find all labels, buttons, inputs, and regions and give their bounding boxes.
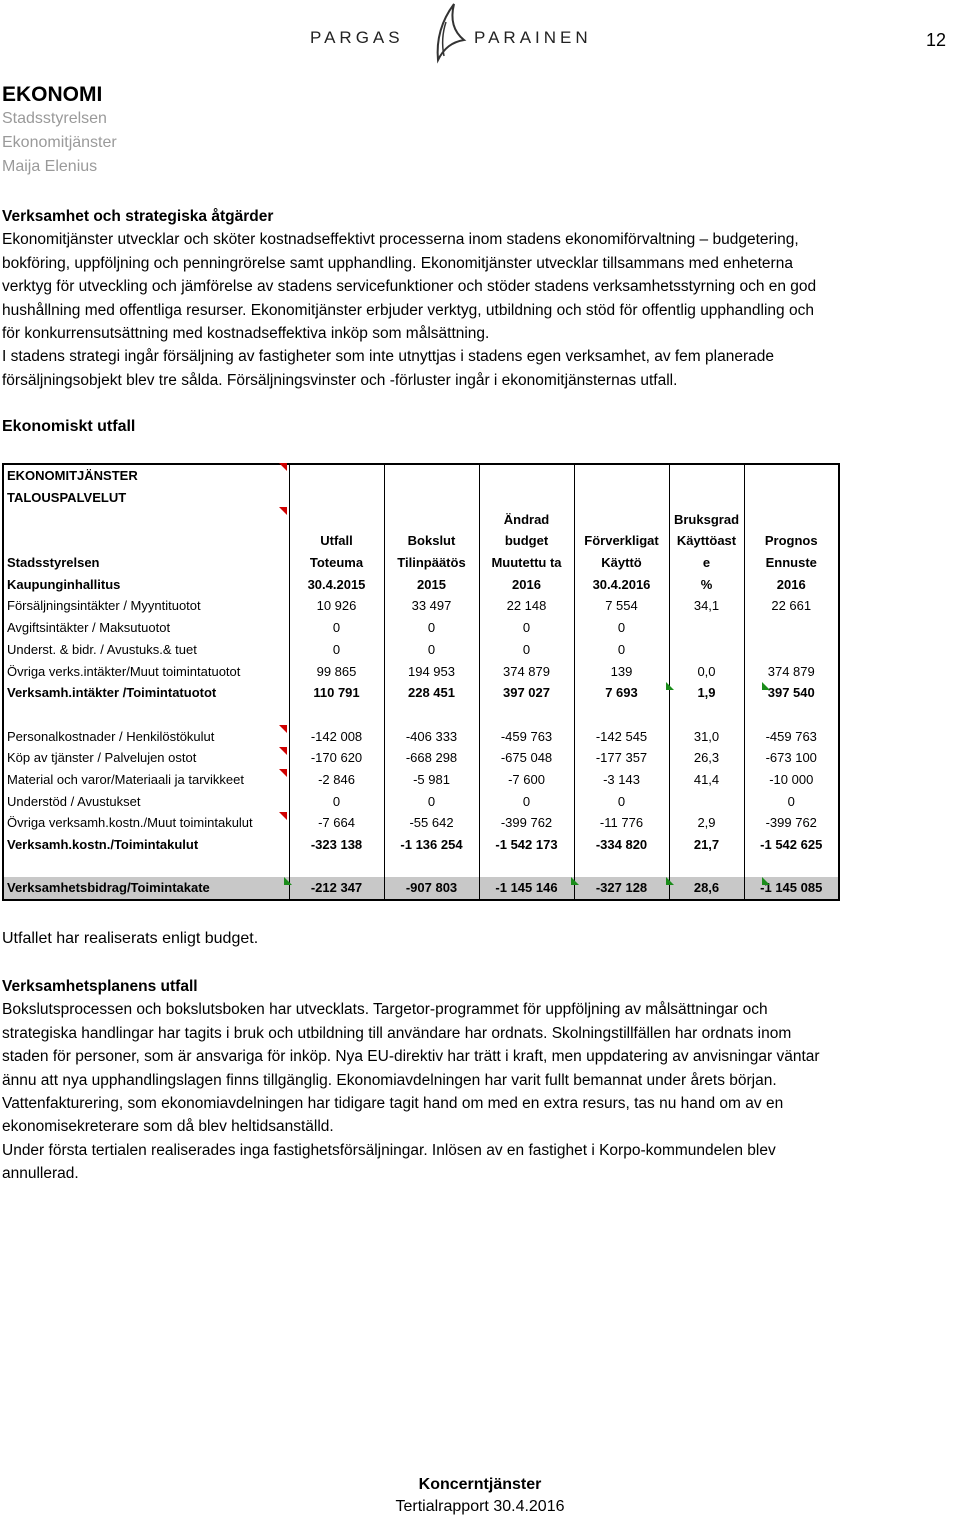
table-header-label: EKONOMITJÄNSTER — [3, 464, 289, 487]
table-row — [3, 877, 839, 900]
table-cell: 0 — [289, 639, 384, 661]
row-label: Avgiftsintäkter / Maksutuotot — [3, 617, 289, 639]
table-column-header: e — [669, 552, 744, 574]
table-column-header — [289, 464, 384, 487]
table-cell — [479, 855, 574, 877]
table-cell — [289, 704, 384, 726]
table-cell: 21,7 — [669, 834, 744, 856]
table-cell — [574, 704, 669, 726]
table-cell: -399 762 — [765, 815, 817, 831]
table-cell: -1 145 146 — [479, 877, 574, 900]
table-row — [3, 812, 839, 834]
table-cell: -3 143 — [574, 769, 669, 791]
paragraph-line: ekonomisekreterare som då blev heltidsanställd. — [2, 1118, 334, 1136]
table-cell: 28,6 — [669, 877, 744, 900]
row-label: Verksamhetsbidrag/Toimintakate — [3, 877, 289, 900]
note-marker-icon — [762, 682, 770, 690]
row-label: Övriga verks.intäkter/Muut toimintatuotot — [3, 660, 289, 682]
paragraph-line: strategiska handlingar har tagits i bruk och utbildning till användare har ordnats. Skolningstillfällen har ordnats inom — [2, 1024, 792, 1042]
table-cell: -1 542 625 — [760, 837, 823, 853]
table-column-header: 30.4.2016 — [574, 573, 669, 595]
table-cell: 0 — [479, 639, 574, 661]
table-cell: 26,3 — [669, 747, 744, 769]
table-cell — [744, 704, 839, 726]
table-cell: 22 661 — [771, 598, 812, 614]
table-column-header: Prognos — [764, 533, 818, 549]
table-cell: -1 136 254 — [384, 834, 479, 856]
table-row — [3, 790, 839, 812]
table-column-header — [744, 508, 839, 530]
note-marker-icon — [284, 877, 292, 885]
section-heading: Verksamhetsplanens utfall — [2, 978, 198, 995]
table-cell: -11 776 — [574, 812, 669, 834]
table-cell: -459 763 — [765, 728, 817, 744]
logo-text-left: PARGAS — [310, 28, 404, 47]
comment-marker-icon — [279, 507, 287, 515]
table-column-header: Toteuma — [289, 552, 384, 574]
result-note: Utfallet har realiserats enligt budget. — [2, 930, 259, 947]
table-cell: 22 148 — [479, 595, 574, 617]
table-cell: -399 762 — [479, 812, 574, 834]
note-marker-icon — [666, 877, 674, 885]
table-cell: -10 000 — [769, 771, 814, 787]
table-cell — [744, 855, 839, 877]
subtitle-department: Stadsstyrelsen — [2, 110, 107, 127]
row-label — [3, 704, 289, 726]
paragraph-line: bokföring, uppföljning och penningrörelse samt upphandling. Ekonomitjänster utvecklar tillsammans med enheterna — [2, 254, 793, 272]
table-header-label — [3, 530, 289, 552]
table-column-header — [384, 464, 479, 487]
table-header-label — [3, 508, 289, 530]
table-cell: 7 554 — [574, 595, 669, 617]
table-column-header: Bruksgrad — [669, 508, 744, 530]
row-label: Verksamh.intäkter /Toimintatuotot — [3, 682, 289, 704]
table-header-row — [3, 464, 839, 487]
section-heading-economic-result: Ekonomiskt utfall — [2, 418, 136, 435]
table-cell: 1,9 — [669, 682, 744, 704]
paragraph-line: försäljningsobjekt blev tre sålda. Försäljningsvinster och -förluster ingår i ekonomitjänsternas utfall. — [2, 371, 678, 389]
table-column-header — [384, 487, 479, 509]
paragraph-line: verktyg för utveckling och jämförelse av stadens servicefunktioner och stöder stadens verksamhetsstyrning och en god — [2, 278, 817, 296]
table-cell — [744, 617, 839, 639]
table-column-header — [669, 464, 744, 487]
table-column-header: Ändrad — [479, 508, 574, 530]
table-cell: 0 — [574, 617, 669, 639]
table-cell — [669, 790, 744, 812]
table-row — [3, 617, 839, 639]
table-cell: 0 — [787, 793, 795, 809]
table-column-header: 2016 — [479, 573, 574, 595]
table-cell: 0 — [574, 639, 669, 661]
table-cell: 7 693 — [574, 682, 669, 704]
table-cell: -7 600 — [479, 769, 574, 791]
table-column-header: Utfall — [289, 530, 384, 552]
table-cell: 374 879 — [767, 663, 815, 679]
table-cell: -459 763 — [479, 725, 574, 747]
table-row — [3, 855, 839, 877]
note-marker-icon — [571, 877, 579, 885]
paragraph-line: för konkurrensutsättning med kostnadseffektiva inköp som målsättning. — [2, 325, 490, 343]
table-header-label: Stadsstyrelsen — [3, 552, 289, 574]
paragraph-line: ännu att nya upphandlingslagen finns tillgänglig. Ekonomiavdelningen har varit fullt bemannat under årets början. — [2, 1071, 777, 1089]
table-cell: 10 926 — [289, 595, 384, 617]
table-cell: -177 357 — [574, 747, 669, 769]
table-column-header: 2016 — [776, 576, 806, 592]
table-column-header — [669, 487, 744, 509]
table-cell: -1 542 173 — [479, 834, 574, 856]
table-cell: 0 — [479, 617, 574, 639]
table-cell: 0 — [479, 790, 574, 812]
table-cell — [669, 617, 744, 639]
table-column-header — [384, 508, 479, 530]
table-cell — [384, 704, 479, 726]
paragraph-line: hushållning med offentliga resurser. Ekonomitjänster erbjuder verktyg, utbildning och stöd för offentlig upphandling och — [2, 301, 814, 319]
table-cell: -675 048 — [479, 747, 574, 769]
table-column-header — [574, 487, 669, 509]
row-label: Verksamh.kostn./Toimintakulut — [3, 834, 289, 856]
paragraph-line: Ekonomitjänster utvecklar och sköter kostnadseffektivt processerna inom stadens ekonomiförvaltning – budgetering, — [2, 231, 799, 249]
table-column-header: Ennuste — [765, 555, 817, 571]
page-title: EKONOMI — [2, 83, 103, 106]
table-column-header: % — [669, 573, 744, 595]
table-header-row — [3, 487, 839, 509]
table-cell — [384, 855, 479, 877]
table-cell: -212 347 — [289, 877, 384, 900]
table-column-header — [574, 464, 669, 487]
table-cell: -327 128 — [574, 877, 669, 900]
table-cell: -142 545 — [574, 725, 669, 747]
table-header-label: Kaupunginhallitus — [3, 573, 289, 595]
row-label: Underst. & bidr. / Avustuks.& tuet — [3, 639, 289, 661]
table-row — [3, 595, 839, 617]
table-cell: 34,1 — [669, 595, 744, 617]
table-cell: 0 — [384, 790, 479, 812]
pargas-parainen-logo — [310, 2, 592, 64]
table-column-header — [744, 487, 839, 509]
table-cell — [669, 639, 744, 661]
table-cell: -170 620 — [289, 747, 384, 769]
table-cell — [669, 704, 744, 726]
table-cell: 374 879 — [479, 660, 574, 682]
table-cell: 110 791 — [289, 682, 384, 704]
table-column-header — [479, 487, 574, 509]
table-cell: -673 100 — [765, 750, 817, 766]
table-row — [3, 660, 839, 682]
table-row — [3, 747, 839, 769]
paragraph-line: Bokslutsprocessen och bokslutsboken har utvecklats. Targetor-programmet för uppföljning av målsättningar och — [2, 1001, 768, 1019]
subtitle-unit: Ekonomitjänster — [2, 134, 117, 151]
table-header-row — [3, 530, 839, 552]
table-row — [3, 682, 839, 704]
table-cell: -7 664 — [289, 812, 384, 834]
financial-table — [2, 463, 840, 901]
row-label: Försäljningsintäkter / Myyntituotot — [3, 595, 289, 617]
row-label: Personalkostnader / Henkilöstökulut — [3, 725, 289, 747]
table-cell — [744, 639, 839, 661]
table-row — [3, 834, 839, 856]
table-cell: -55 642 — [384, 812, 479, 834]
comment-marker-icon — [279, 725, 287, 733]
table-column-header — [479, 464, 574, 487]
table-cell: 0 — [384, 617, 479, 639]
table-header-label: TALOUSPALVELUT — [3, 487, 289, 509]
table-cell: 41,4 — [669, 769, 744, 791]
table-column-header — [289, 508, 384, 530]
comment-marker-icon — [279, 769, 287, 777]
table-cell: -1 145 085 — [760, 880, 823, 896]
table-cell: 0 — [384, 639, 479, 661]
paragraph-line: staden för personer, som är ansvariga för inköp. Nya EU-direktiv har trätt i kraft, men uppdatering av anvisningar väntar — [2, 1048, 820, 1066]
section-heading: Verksamhet och strategiska åtgärder — [2, 208, 274, 225]
table-row — [3, 639, 839, 661]
table-column-header — [574, 508, 669, 530]
comment-marker-icon — [279, 747, 287, 755]
table-column-header — [744, 464, 839, 487]
section-plan-outcome — [2, 975, 958, 1186]
table-cell — [669, 855, 744, 877]
table-column-header: Muutettu ta — [479, 552, 574, 574]
sail-logo-icon — [424, 2, 472, 64]
section-activities — [2, 205, 958, 392]
row-label: Övriga verksamh.kostn./Muut toimintakulut — [3, 812, 289, 834]
note-marker-icon — [762, 877, 770, 885]
page-number: 12 — [925, 30, 946, 50]
table-cell: 0 — [289, 790, 384, 812]
table-cell — [574, 855, 669, 877]
table-cell: -334 820 — [574, 834, 669, 856]
table-column-header: Tilinpäätös — [384, 552, 479, 574]
paragraph-line: Under första tertialen realiserades inga fastighetsförsäljningar. Inlösen av en fastighet i Korpo-kommundelen blev — [2, 1141, 776, 1159]
table-cell: -668 298 — [384, 747, 479, 769]
table-cell: -142 008 — [289, 725, 384, 747]
table-cell: 0 — [289, 617, 384, 639]
table-cell: 397 027 — [479, 682, 574, 704]
note-marker-icon — [666, 682, 674, 690]
table-column-header: Käyttö — [574, 552, 669, 574]
table-column-header: Förverkligat — [574, 530, 669, 552]
table-cell: -907 803 — [384, 877, 479, 900]
table-cell — [479, 704, 574, 726]
table-column-header: Bokslut — [384, 530, 479, 552]
table-column-header: budget — [479, 530, 574, 552]
table-cell: -323 138 — [289, 834, 384, 856]
row-label: Understöd / Avustukset — [3, 790, 289, 812]
paragraph-line: Vattenfakturering, som ekonomiavdelningen har tidigare tagit hand om med en extra resurs, tas nu hand om av en — [2, 1095, 784, 1113]
footer-department: Koncerntjänster — [418, 1476, 542, 1493]
table-cell: 99 865 — [289, 660, 384, 682]
table-cell: 139 — [574, 660, 669, 682]
table-cell: -5 981 — [384, 769, 479, 791]
table-row — [3, 769, 839, 791]
table-column-header: 2015 — [384, 573, 479, 595]
paragraph-line: annullerad. — [2, 1165, 79, 1183]
table-cell: 0,0 — [669, 660, 744, 682]
table-cell: 397 540 — [767, 685, 815, 701]
footer-report-title: Tertialrapport 30.4.2016 — [395, 1498, 565, 1515]
subtitle-person: Maija Elenius — [2, 158, 98, 175]
table-header-row — [3, 508, 839, 530]
table-row — [3, 704, 839, 726]
row-label: Material och varor/Materiaali ja tarvikkeet — [3, 769, 289, 791]
table-header-row — [3, 552, 839, 574]
table-cell: -406 333 — [384, 725, 479, 747]
table-cell: 0 — [574, 790, 669, 812]
table-row — [3, 725, 839, 747]
table-column-header: Käyttöast — [669, 530, 744, 552]
row-label — [3, 855, 289, 877]
table-column-header: 30.4.2015 — [289, 573, 384, 595]
table-cell: 31,0 — [669, 725, 744, 747]
table-cell: 33 497 — [384, 595, 479, 617]
table-header-row — [3, 573, 839, 595]
paragraph-line: I stadens strategi ingår försäljning av fastigheter som inte utnyttjas i stadens egen verksamhet, av fem planerade — [2, 348, 774, 366]
table-column-header — [289, 487, 384, 509]
row-label: Köp av tjänster / Palvelujen ostot — [3, 747, 289, 769]
table-cell: 2,9 — [669, 812, 744, 834]
logo-text-right: PARAINEN — [474, 28, 592, 47]
comment-marker-icon — [279, 812, 287, 820]
table-cell: 194 953 — [384, 660, 479, 682]
table-cell: 228 451 — [384, 682, 479, 704]
comment-marker-icon — [279, 463, 287, 471]
table-cell — [289, 855, 384, 877]
table-cell: -2 846 — [289, 769, 384, 791]
